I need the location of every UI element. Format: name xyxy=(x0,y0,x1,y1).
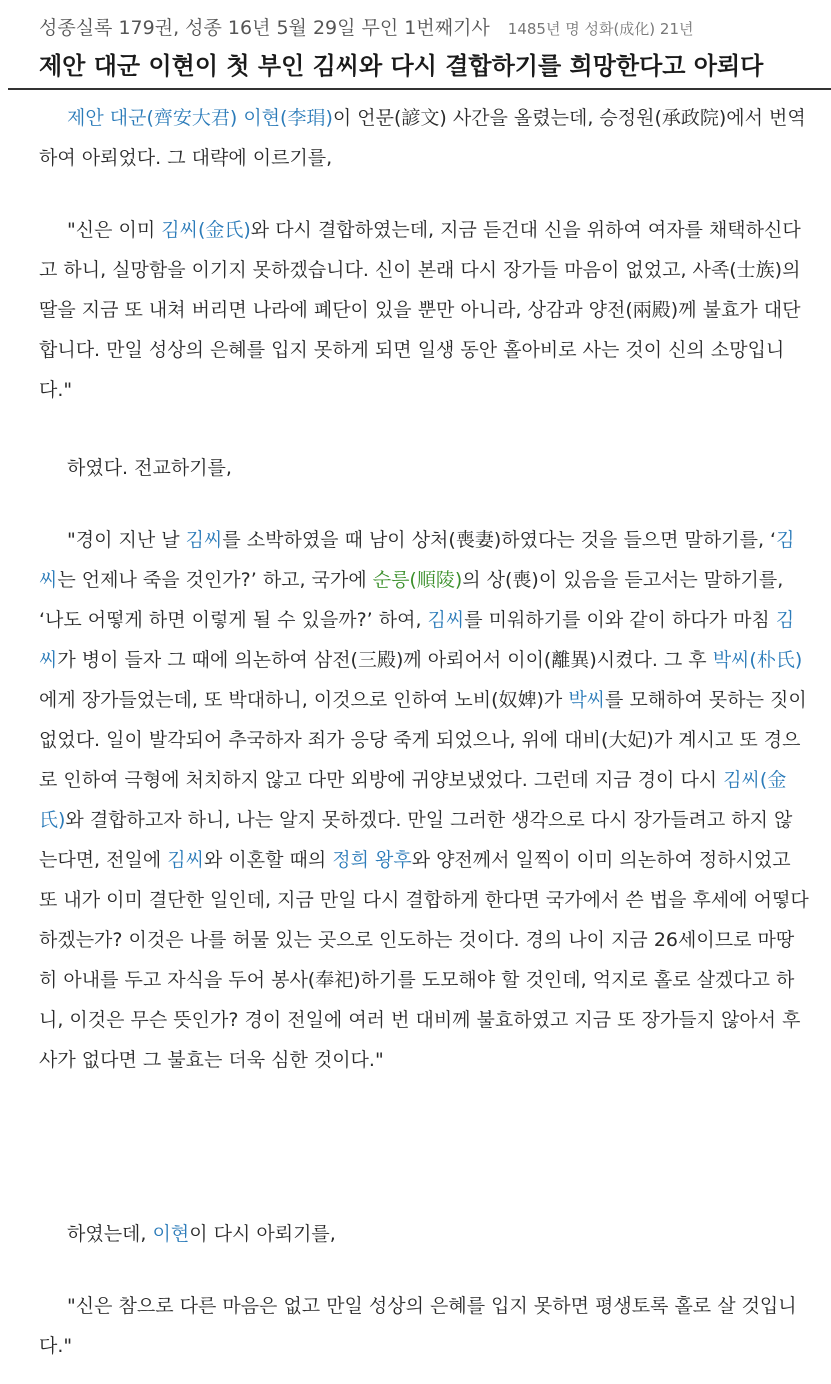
paragraph-text: "경이 지난 날 xyxy=(67,529,186,551)
paragraph-final-plea: "신은 참으로 다른 마음은 없고 만일 성상의 은혜를 입지 못하면 평생토록 홀로 살 것입니다." xyxy=(39,1295,797,1357)
paragraph-petition xyxy=(39,210,809,410)
title-divider xyxy=(8,88,831,90)
article-meta xyxy=(39,14,819,42)
person-link-queen-jeonghui[interactable]: 정희 왕후 xyxy=(332,849,412,871)
person-link-park[interactable]: 박씨 xyxy=(568,689,606,711)
person-link-kim[interactable]: 김씨 xyxy=(167,849,204,871)
person-link-park[interactable]: 박씨(朴氏) xyxy=(712,649,803,671)
article-source: 성종실록 179권, 성종 16년 5월 29일 무인 1번째기사 xyxy=(39,17,490,39)
paragraph-text: 와 다시 결합하였는데, 지금 듣건대 신을 위하여 여자를 채택하신다고 하니, 실망함을 이기지 못하겠습니다. 신이 본래 다시 장가들 마음이 없었고, 사족(士族)의 딸을 지금 또 내쳐 버리면 나라에 폐단이 있을 뿐만 아니라, 상감과 양전(兩殿)께 불효가 대단합니다. 만일 성상의 은혜를 입지 못하게 되면 일생 동안 홀아비로 사는 것이 신의 소망입니다." xyxy=(39,219,801,401)
person-link-kim[interactable]: 김씨 xyxy=(39,529,795,591)
paragraph-text: 와 이혼할 때의 xyxy=(203,849,333,871)
person-link-kim[interactable]: 김씨(金氏) xyxy=(161,219,251,241)
person-link-yi-hyeon[interactable]: 이현 xyxy=(152,1223,190,1245)
paragraph-text: 를 모해하여 못하는 짓이 없었다. 일이 발각되어 추국하자 죄가 응당 죽게 되었으나, 위에 대비(大妃)가 계시고 또 경으로 인하여 극형에 처치하지 않고 다만 외방에 귀양보냈었다. 그런데 지금 경이 다시 xyxy=(39,689,807,791)
paragraph-text: 에게 장가들었는데, 또 박대하니, 이것으로 인하여 노비(奴婢)가 xyxy=(39,689,569,711)
article-date: 1485년 명 성화(成化) 21년 xyxy=(507,20,694,38)
person-link-kim[interactable]: 김씨(金氏) xyxy=(39,769,787,831)
person-link-kim[interactable]: 김씨 xyxy=(427,609,465,631)
person-link-yi-hyeon-full[interactable]: 제안 대군(齊安大君) 이현(李琄) xyxy=(67,107,333,129)
paragraph-text: 이 언문(諺文) 사간을 올렸는데, 승정원(承政院)에서 번역하여 아뢰었다. 그 대략에 이르기를, xyxy=(39,107,806,169)
paragraph-text: 를 소박하였을 때 남이 상처(喪妻)하였다는 것을 들으면 말하기를, ‘ xyxy=(222,529,777,551)
paragraph-text: 와 양전께서 일찍이 이미 의논하여 정하시었고 또 내가 이미 결단한 일인데, 지금 만일 다시 결합하게 한다면 국가에서 쓴 법을 후세에 어떻다 하겠는가? 이것은 나를 허물 있는 곳으로 인도하는 것이다. 경의 나이 지금 26세이므로 마땅히 아내를 두고 자식을 두어 봉사(奉祀)하기를 도모해야 할 것인데, 억지로 홀로 살겠다고 하니, 이것은 무슨 뜻인가? 경이 전일에 여러 번 대비께 불효하였고 지금 또 장가들지 않아서 후사가 없다면 그 불효는 더욱 심한 것이다." xyxy=(39,849,809,1071)
person-link-kim[interactable]: 김씨 xyxy=(185,529,223,551)
paragraph-text: 는 언제나 죽을 것인가?’ 하고, 국가에 xyxy=(57,569,373,591)
place-link-sunneung[interactable]: 순릉(順陵) xyxy=(372,569,463,591)
paragraph-royal-order xyxy=(39,520,809,1080)
paragraph-text: 와 결합하고자 하니, 나는 알지 못하겠다. 만일 그러한 생각으로 다시 장가들려고 하지 않는다면, 전일에 xyxy=(39,809,793,871)
paragraph-reply xyxy=(39,1214,809,1254)
paragraph-text: "신은 이미 xyxy=(67,219,162,241)
paragraph-text: 의 상(喪)이 있음을 듣고서는 말하기를, ‘나도 어떻게 하면 이렇게 될 수 있을까?’ 하여, xyxy=(39,569,784,631)
paragraph-text: 이 다시 아뢰기를, xyxy=(189,1223,336,1245)
paragraph-transition: 하였다. 전교하기를, xyxy=(67,457,232,479)
person-link-kim[interactable]: 김씨 xyxy=(39,609,795,671)
page-title: 제안 대군 이현이 첫 부인 김씨와 다시 결합하기를 희망한다고 아뢰다 xyxy=(39,52,764,80)
paragraph-text: 가 병이 들자 그 때에 의논하여 삼전(三殿)께 아뢰어서 이이(離異)시켰다. 그 후 xyxy=(57,649,713,671)
paragraph-text: 하였는데, xyxy=(67,1223,153,1245)
paragraph-intro xyxy=(39,98,809,178)
paragraph-text: 를 미워하기를 이와 같이 하다가 마침 xyxy=(464,609,776,631)
